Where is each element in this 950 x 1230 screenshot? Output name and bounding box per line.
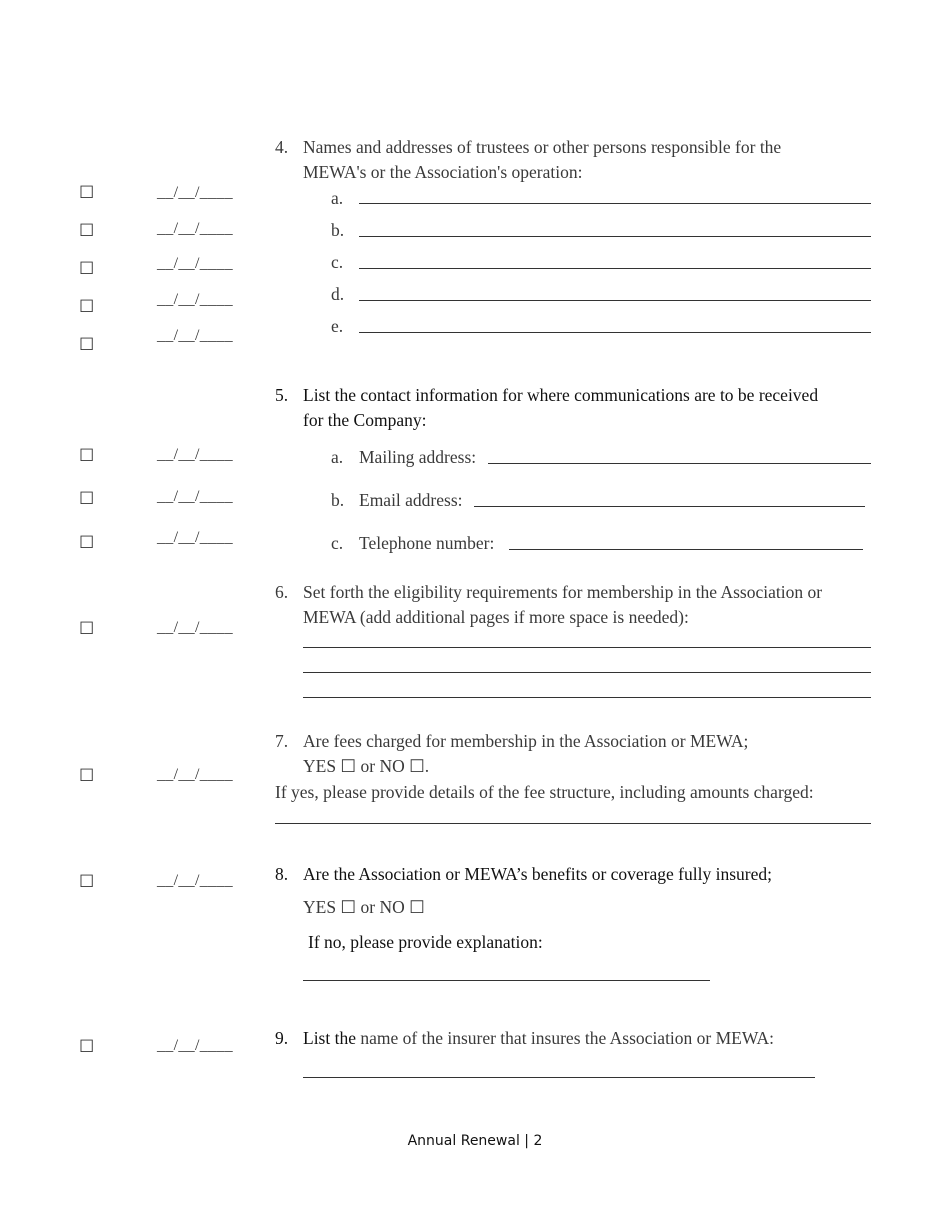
question-text: MEWA's or the Association's operation:	[303, 162, 583, 182]
item-letter: a.	[331, 447, 344, 467]
date-blank[interactable]: __/__/____	[157, 255, 233, 272]
checkbox[interactable]: ☐	[79, 183, 95, 202]
question-text: Set forth the eligibility requirements for membership in the Association or	[303, 582, 823, 602]
telephone-number-field[interactable]	[509, 549, 863, 550]
question-text: If no, please provide explanation:	[308, 932, 543, 952]
date-blank[interactable]: __/__/____	[157, 291, 233, 308]
date-blank[interactable]: __/__/____	[157, 446, 233, 463]
checkbox[interactable]: ☐	[79, 259, 95, 278]
question-text	[303, 1026, 774, 1051]
question-number: 9.	[275, 1028, 289, 1048]
page-footer	[0, 1133, 950, 1149]
question-text: If yes, please provide details of the fee structure, including amounts charged:	[275, 782, 814, 802]
date-blank[interactable]: __/__/____	[157, 327, 233, 344]
question-text: for the Company:	[303, 410, 427, 430]
question-text-rest: name of the insurer that insures the Association or MEWA:	[355, 1028, 774, 1048]
item-letter: d.	[331, 284, 345, 304]
answer-line[interactable]	[275, 823, 871, 824]
answer-line[interactable]	[303, 1077, 815, 1078]
question-text: Are the Association or MEWA’s benefits or coverage fully insured;	[303, 864, 772, 884]
date-blank[interactable]: __/__/____	[157, 184, 233, 201]
date-blank[interactable]: __/__/____	[157, 766, 233, 783]
mailing-address-field[interactable]	[488, 463, 871, 464]
item-letter: c.	[331, 533, 344, 553]
question-number: 7.	[275, 731, 289, 751]
page-number: 2	[533, 1133, 543, 1149]
date-blank[interactable]: __/__/____	[157, 872, 233, 889]
date-blank[interactable]: __/__/____	[157, 619, 233, 636]
question-number: 4.	[275, 137, 289, 157]
checkbox[interactable]: ☐	[79, 619, 95, 638]
question-number: 6.	[275, 582, 289, 602]
footer-label: Annual Renewal	[407, 1133, 520, 1149]
email-address-field[interactable]	[474, 506, 865, 507]
footer-separator: |	[524, 1133, 530, 1149]
yes-no-options[interactable]: YES ☐ or NO ☐	[303, 897, 425, 917]
checkbox[interactable]: ☐	[79, 766, 95, 785]
checkbox[interactable]: ☐	[79, 446, 95, 465]
item-letter: b.	[331, 220, 345, 240]
answer-line[interactable]	[359, 203, 871, 204]
answer-line[interactable]	[303, 697, 871, 698]
question-number: 5.	[275, 385, 289, 405]
checkbox[interactable]: ☐	[79, 221, 95, 240]
answer-line[interactable]	[303, 672, 871, 673]
item-letter: e.	[331, 316, 344, 336]
answer-line[interactable]	[359, 332, 871, 333]
question-number: 8.	[275, 864, 289, 884]
question-text: MEWA (add additional pages if more space is needed):	[303, 607, 689, 627]
item-letter: a.	[331, 188, 344, 208]
telephone-number-label: Telephone number:	[359, 533, 495, 553]
mailing-address-label: Mailing address:	[359, 447, 477, 467]
answer-line[interactable]	[359, 300, 871, 301]
answer-line[interactable]	[303, 647, 871, 648]
checkbox[interactable]: ☐	[79, 335, 95, 354]
item-letter: c.	[331, 252, 344, 272]
date-blank[interactable]: __/__/____	[157, 529, 233, 546]
question-text-prefix: List the	[303, 1028, 356, 1048]
answer-line[interactable]	[359, 236, 871, 237]
email-address-label: Email address:	[359, 490, 463, 510]
question-text: List the contact information for where communications are to be received	[303, 385, 819, 405]
date-blank[interactable]: __/__/____	[157, 488, 233, 505]
checkbox[interactable]: ☐	[79, 489, 95, 508]
question-text: Are fees charged for membership in the Association or MEWA;	[303, 731, 749, 751]
question-text: Names and addresses of trustees or other persons responsible for the	[303, 137, 782, 157]
item-letter: b.	[331, 490, 345, 510]
answer-line[interactable]	[303, 980, 710, 981]
checkbox[interactable]: ☐	[79, 297, 95, 316]
answer-line[interactable]	[359, 268, 871, 269]
date-blank[interactable]: __/__/____	[157, 220, 233, 237]
checkbox[interactable]: ☐	[79, 1037, 95, 1056]
checkbox[interactable]: ☐	[79, 533, 95, 552]
yes-no-options[interactable]: YES ☐ or NO ☐.	[303, 756, 430, 776]
date-blank[interactable]: __/__/____	[157, 1037, 233, 1054]
checkbox[interactable]: ☐	[79, 872, 95, 891]
